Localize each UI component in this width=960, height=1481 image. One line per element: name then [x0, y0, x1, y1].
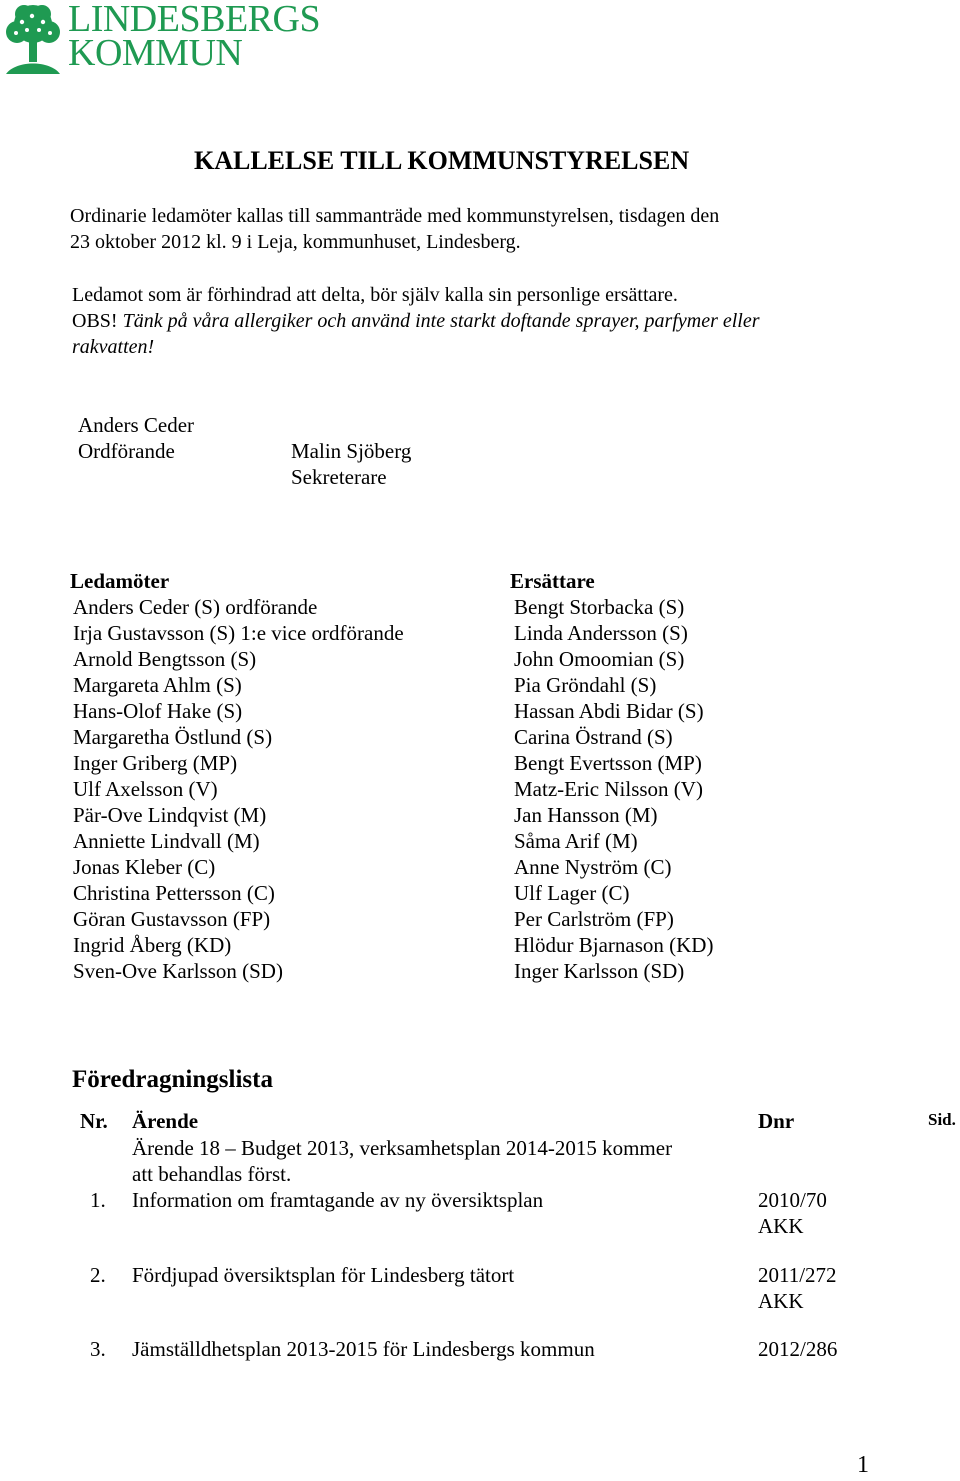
- page-number: 1: [857, 1452, 869, 1478]
- list-item: Anders Ceder (S) ordförande: [73, 595, 318, 619]
- agenda-item-title: Information om framtagande av ny översiktsplan: [132, 1188, 544, 1212]
- members-header: Ledamöter: [70, 569, 170, 593]
- list-item: Inger Karlsson (SD): [514, 959, 685, 983]
- list-item: Matz-Eric Nilsson (V): [514, 777, 703, 801]
- agenda-item-nr: 3.: [90, 1337, 106, 1361]
- agenda-col-nr: Nr.: [80, 1109, 108, 1133]
- list-item: John Omoomian (S): [514, 647, 685, 671]
- list-item: Linda Andersson (S): [514, 621, 688, 645]
- chair-name: Anders Ceder: [78, 413, 195, 437]
- list-item: Sven-Ove Karlsson (SD): [73, 959, 283, 983]
- substitutes-list: [514, 594, 713, 984]
- list-item: Per Carlström (FP): [514, 907, 674, 931]
- agenda-item-title: Fördjupad översiktsplan för Lindesberg tätort: [132, 1263, 515, 1287]
- list-item: Bengt Evertsson (MP): [514, 751, 702, 775]
- agenda-note-line-2: att behandlas först.: [132, 1162, 292, 1186]
- agenda-item-nr: 2.: [90, 1263, 106, 1287]
- agenda-item-dnr-unit: AKK: [758, 1289, 804, 1313]
- chair-role: Ordförande: [78, 439, 175, 463]
- list-item: Ingrid Åberg (KD): [73, 933, 232, 957]
- list-item: Göran Gustavsson (FP): [73, 907, 271, 931]
- list-item: Pia Gröndahl (S): [514, 673, 657, 697]
- agenda-item-nr: 1.: [90, 1188, 106, 1212]
- list-item: Ulf Axelsson (V): [73, 777, 218, 801]
- secretary-name: Malin Sjöberg: [291, 439, 412, 463]
- list-item: Carina Östrand (S): [514, 725, 673, 749]
- list-item: Margareta Ahlm (S): [73, 673, 242, 697]
- list-item: Jan Hansson (M): [514, 803, 658, 827]
- list-item: Hlödur Bjarnason (KD): [514, 933, 714, 957]
- agenda-note-line-1: Ärende 18 – Budget 2013, verksamhetsplan 2014-2015 kommer: [132, 1136, 673, 1160]
- logo-line-1: LINDESBERGS: [68, 0, 321, 40]
- notice-line-3: rakvatten!: [72, 336, 155, 358]
- list-item: Anne Nyström (C): [514, 855, 672, 879]
- list-item: Anniette Lindvall (M): [73, 829, 260, 853]
- list-item: Inger Griberg (MP): [73, 751, 238, 775]
- page-title: KALLELSE TILL KOMMUNSTYRELSEN: [194, 146, 690, 175]
- agenda-item-dnr: 2011/272: [758, 1263, 837, 1287]
- secretary-role: Sekreterare: [291, 465, 387, 489]
- agenda-col-sid: Sid.: [928, 1110, 956, 1129]
- agenda-col-dnr: Dnr: [758, 1109, 795, 1133]
- intro-line-2: 23 oktober 2012 kl. 9 i Leja, kommunhuset, Lindesberg.: [70, 231, 521, 253]
- notice-allergy-text: Tänk på våra allergiker och använd inte starkt doftande sprayer, parfymer eller: [117, 310, 760, 332]
- notice-line-2: [72, 310, 760, 333]
- list-item: Jonas Kleber (C): [73, 855, 216, 879]
- list-item: Margaretha Östlund (S): [73, 725, 273, 749]
- agenda-heading: Föredragningslista: [72, 1066, 273, 1093]
- list-item: Bengt Storbacka (S): [514, 595, 685, 619]
- intro-line-1: Ordinarie ledamöter kallas till sammanträde med kommunstyrelsen, tisdagen den: [70, 205, 720, 227]
- agenda-item-dnr: 2010/70: [758, 1188, 827, 1212]
- municipality-logo: [2, 2, 347, 76]
- notice-line-1: Ledamot som är förhindrad att delta, bör själv kalla sin personlige ersättare.: [72, 284, 678, 306]
- substitutes-header: Ersättare: [510, 569, 595, 593]
- agenda-item-dnr-unit: AKK: [758, 1214, 804, 1238]
- list-item: Christina Pettersson (C): [73, 881, 275, 905]
- list-item: Pär-Ove Lindqvist (M): [73, 803, 267, 827]
- logo-line-2: KOMMUN: [68, 32, 243, 74]
- list-item: Hans-Olof Hake (S): [73, 699, 243, 723]
- list-item: Irja Gustavsson (S) 1:e vice ordförande: [73, 621, 404, 645]
- obs-label: OBS!: [72, 310, 118, 332]
- list-item: Ulf Lager (C): [514, 881, 630, 905]
- logo-wordmark: [68, 0, 321, 74]
- members-list: [73, 594, 404, 984]
- list-item: Såma Arif (M): [514, 829, 638, 853]
- tree-emblem-icon: [2, 2, 64, 76]
- agenda-item-dnr: 2012/286: [758, 1337, 838, 1361]
- list-item: Arnold Bengtsson (S): [73, 647, 257, 671]
- agenda-col-arende: Ärende: [132, 1109, 199, 1133]
- list-item: Hassan Abdi Bidar (S): [514, 699, 704, 723]
- agenda-item-title: Jämställdhetsplan 2013-2015 för Lindesbergs kommun: [132, 1337, 595, 1361]
